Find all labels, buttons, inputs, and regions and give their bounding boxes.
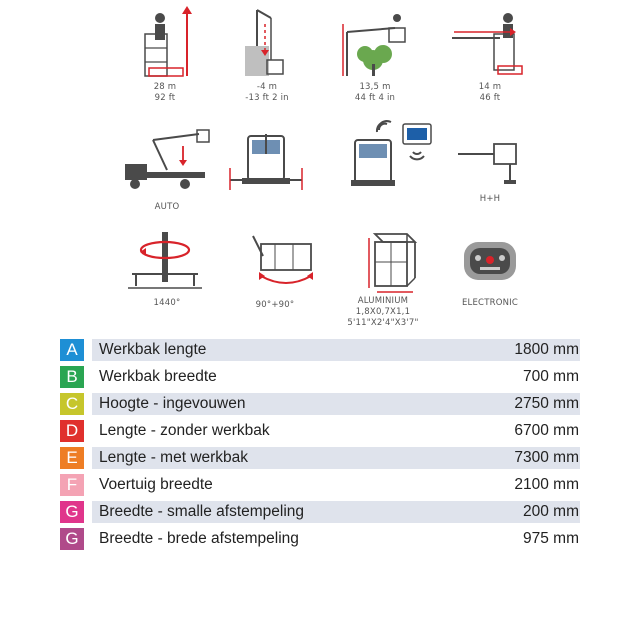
h-plus-h-label: H+H [479, 194, 501, 204]
working-height-value-ft: 92 ft [154, 93, 176, 103]
spec-row [60, 420, 580, 442]
outreach-working-value: 13,5 m [359, 82, 391, 92]
spec-badge: A [60, 339, 84, 361]
spec-badge: D [60, 420, 84, 442]
working-height-value: 28 m [153, 82, 177, 92]
basket-cell [328, 228, 438, 329]
spec-label: Werkbak breedte [99, 368, 217, 385]
basket-rotation-cell [220, 232, 330, 311]
rotation-label: 1440° [153, 298, 181, 308]
spec-value: 975 mm [523, 530, 579, 547]
below-ground-value: -4 m [256, 82, 278, 92]
spec-badge: G [60, 528, 84, 550]
outreach-icon [450, 4, 530, 82]
spec-bar [92, 420, 580, 442]
spec-badge: C [60, 393, 84, 415]
spec-badge: E [60, 447, 84, 469]
spec-value: 700 mm [523, 368, 579, 385]
basket-dimensions-icon [343, 228, 423, 296]
spec-bar [92, 528, 580, 550]
spec-row [60, 339, 580, 361]
outreach-value: 14 m [478, 82, 502, 92]
hh-cell [435, 130, 545, 205]
spec-row [60, 528, 580, 550]
spec-label: Lengte - zonder werkbak [99, 422, 270, 439]
rotation-cell [112, 230, 222, 309]
outreach-working-value-ft: 44 ft 4 in [354, 93, 396, 103]
spec-label: Breedte - smalle afstempeling [99, 503, 305, 520]
outreach-working-cell [320, 4, 430, 104]
below-ground-value-ft: -13 ft 2 in [245, 93, 289, 103]
spec-row [60, 393, 580, 415]
basket-material: ALUMINIUM [357, 296, 409, 306]
below-ground-icon [227, 4, 307, 82]
spec-bar [92, 339, 580, 361]
remote-control-wireless-icon [337, 120, 437, 194]
spec-value: 2750 mm [514, 395, 579, 412]
below-ground-cell [212, 4, 322, 104]
spec-row [60, 366, 580, 388]
spec-value: 7300 mm [514, 449, 579, 466]
spec-label: Hoogte - ingevouwen [99, 395, 246, 412]
basket-size-imperial: 5'11"X2'4"X3'7" [347, 318, 419, 328]
spec-label: Lengte - met werkbak [99, 449, 249, 466]
spec-value: 6700 mm [514, 422, 579, 439]
spec-label: Voertuig breedte [99, 476, 213, 493]
spec-row [60, 447, 580, 469]
turret-rotation-icon [122, 230, 212, 292]
controls-cell [435, 236, 545, 309]
spec-value: 2100 mm [514, 476, 579, 493]
working-height-cell [110, 4, 220, 104]
spec-label: Breedte - brede afstempeling [99, 530, 299, 547]
spec-badge: F [60, 474, 84, 496]
outreach-cell [435, 4, 545, 104]
basket-size-metric: 1,8X0,7X1,1 [355, 307, 411, 317]
outreach-working-icon [335, 4, 415, 82]
spec-row [60, 474, 580, 496]
h-plus-h-stabilizer-icon [450, 130, 530, 190]
remote-cell [332, 120, 442, 194]
electronic-controls-icon [450, 236, 530, 286]
spec-bar [92, 474, 580, 496]
spec-row [60, 501, 580, 523]
spec-value: 1800 mm [514, 341, 579, 358]
controls-label: ELECTRONIC [461, 298, 518, 308]
truck-front-stabilizers-icon [222, 130, 312, 194]
basket-rotation-label: 90°+90° [255, 300, 295, 310]
spec-table [60, 339, 580, 555]
auto-cell [112, 126, 222, 213]
spec-bar [92, 366, 580, 388]
auto-label: AUTO [154, 202, 180, 212]
spec-bar [92, 447, 580, 469]
spec-value: 200 mm [523, 503, 579, 520]
spec-badge: G [60, 501, 84, 523]
outreach-value-ft: 46 ft [479, 93, 501, 103]
working-height-icon [125, 4, 205, 82]
spec-bar [92, 501, 580, 523]
spec-badge: B [60, 366, 84, 388]
spec-label: Werkbak lengte [99, 341, 207, 358]
auto-levelling-truck-icon [117, 126, 217, 196]
basket-rotation-icon [235, 232, 315, 292]
spec-bar [92, 393, 580, 415]
stabilizers-cell [212, 130, 322, 194]
